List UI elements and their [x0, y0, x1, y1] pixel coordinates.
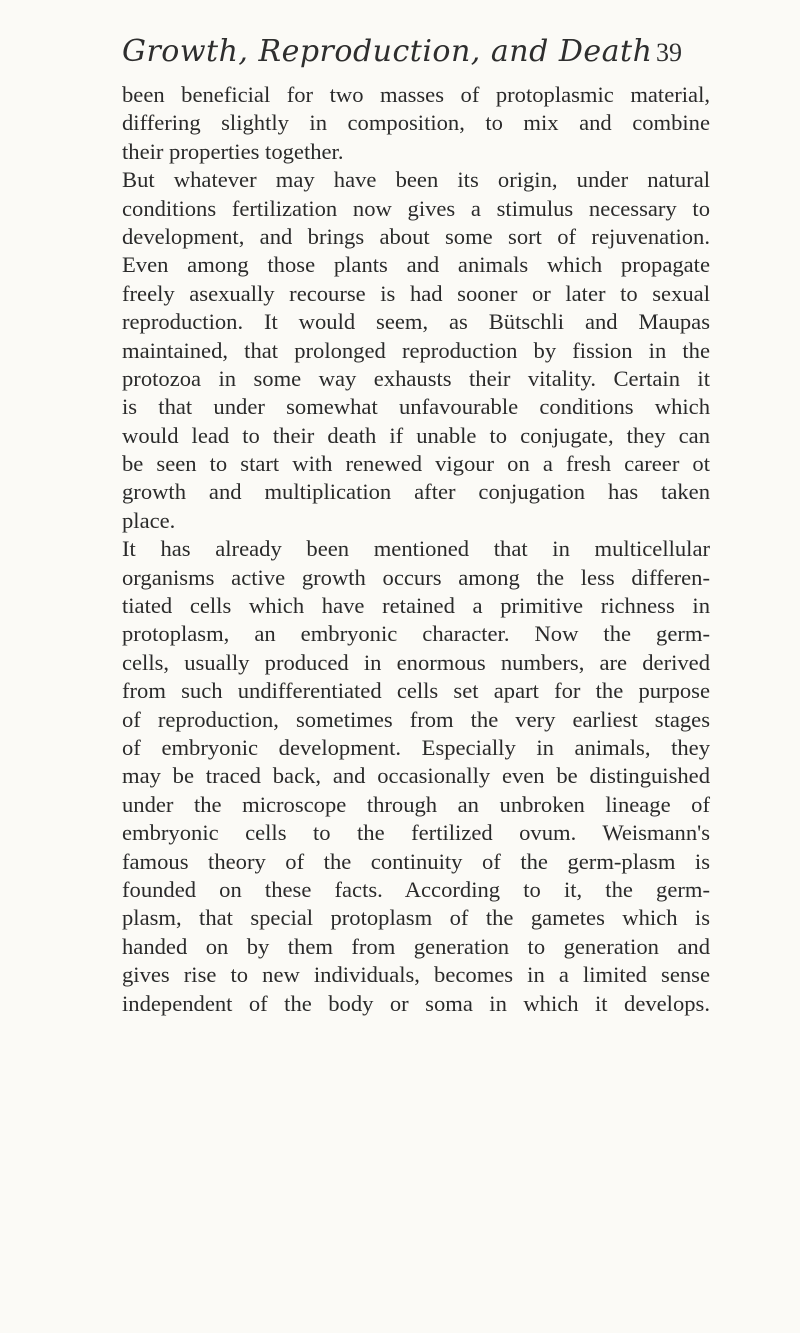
- text-line: reproduction. It would seem, as Bütschli and Maupas: [122, 309, 710, 335]
- text-line: from such undifferentiated cells set apart for the purpose: [122, 678, 710, 704]
- text-line: be seen to start with renewed vigour on a fresh career ot: [122, 451, 710, 477]
- text-line: founded on these facts. According to it, the germ-: [122, 876, 710, 902]
- text-line: maintained, that prolonged reproduction by fission in the: [122, 337, 710, 363]
- text-line: independent of the body or soma in which it develops.: [122, 990, 710, 1016]
- text-line: Even among those plants and animals which propagate: [122, 252, 710, 278]
- text-line: their properties together.: [122, 138, 344, 164]
- text-line: under the microscope through an unbroken lineage of: [122, 791, 710, 817]
- text-line: handed on by them from generation to generation and: [122, 933, 710, 959]
- body-text: [122, 81, 710, 1018]
- text-line: been beneficial for two masses of protoplasmic material,: [122, 82, 710, 107]
- text-line: growth and multiplication after conjugation has taken: [122, 479, 710, 505]
- text-line: But whatever may have been its origin, under natural: [122, 167, 710, 193]
- text-line: gives rise to new individuals, becomes in a limited sense: [122, 962, 710, 988]
- text-line: famous theory of the continuity of the germ-plasm is: [122, 848, 710, 874]
- page-number: 39: [656, 38, 682, 67]
- text-line: freely asexually recourse is had sooner or later to sexual: [122, 280, 710, 306]
- text-line: protozoa in some way exhausts their vitality. Certain it: [122, 365, 710, 391]
- text-line: protoplasm, an embryonic character. Now the germ-: [122, 621, 710, 647]
- text-line: embryonic cells to the fertilized ovum. Weismann's: [122, 820, 710, 846]
- text-line: would lead to their death if unable to conjugate, they can: [122, 422, 710, 448]
- text-line: differing slightly in composition, to mix and combine: [122, 110, 710, 136]
- text-line: tiated cells which have retained a primitive richness in: [122, 593, 710, 619]
- text-line: of embryonic development. Especially in animals, they: [122, 734, 710, 760]
- text-line: is that under somewhat unfavourable conditions which: [122, 394, 710, 420]
- running-title: Growth, Reproduction, and Death: [122, 34, 653, 69]
- running-head: [122, 34, 682, 84]
- text-line: organisms active growth occurs among the less differen-: [122, 564, 710, 590]
- text-line: conditions fertilization now gives a stimulus necessary to: [122, 195, 710, 221]
- text-line: It has already been mentioned that in multicellular: [122, 536, 710, 562]
- text-line: development, and brings about some sort of rejuvenation.: [122, 223, 710, 249]
- text-line: of reproduction, sometimes from the very earliest stages: [122, 706, 710, 732]
- text-line: may be traced back, and occasionally even be distinguished: [122, 763, 710, 789]
- text-line: plasm, that special protoplasm of the gametes which is: [122, 905, 710, 931]
- text-line: place.: [122, 507, 176, 533]
- text-line: cells, usually produced in enormous numbers, are derived: [122, 649, 710, 675]
